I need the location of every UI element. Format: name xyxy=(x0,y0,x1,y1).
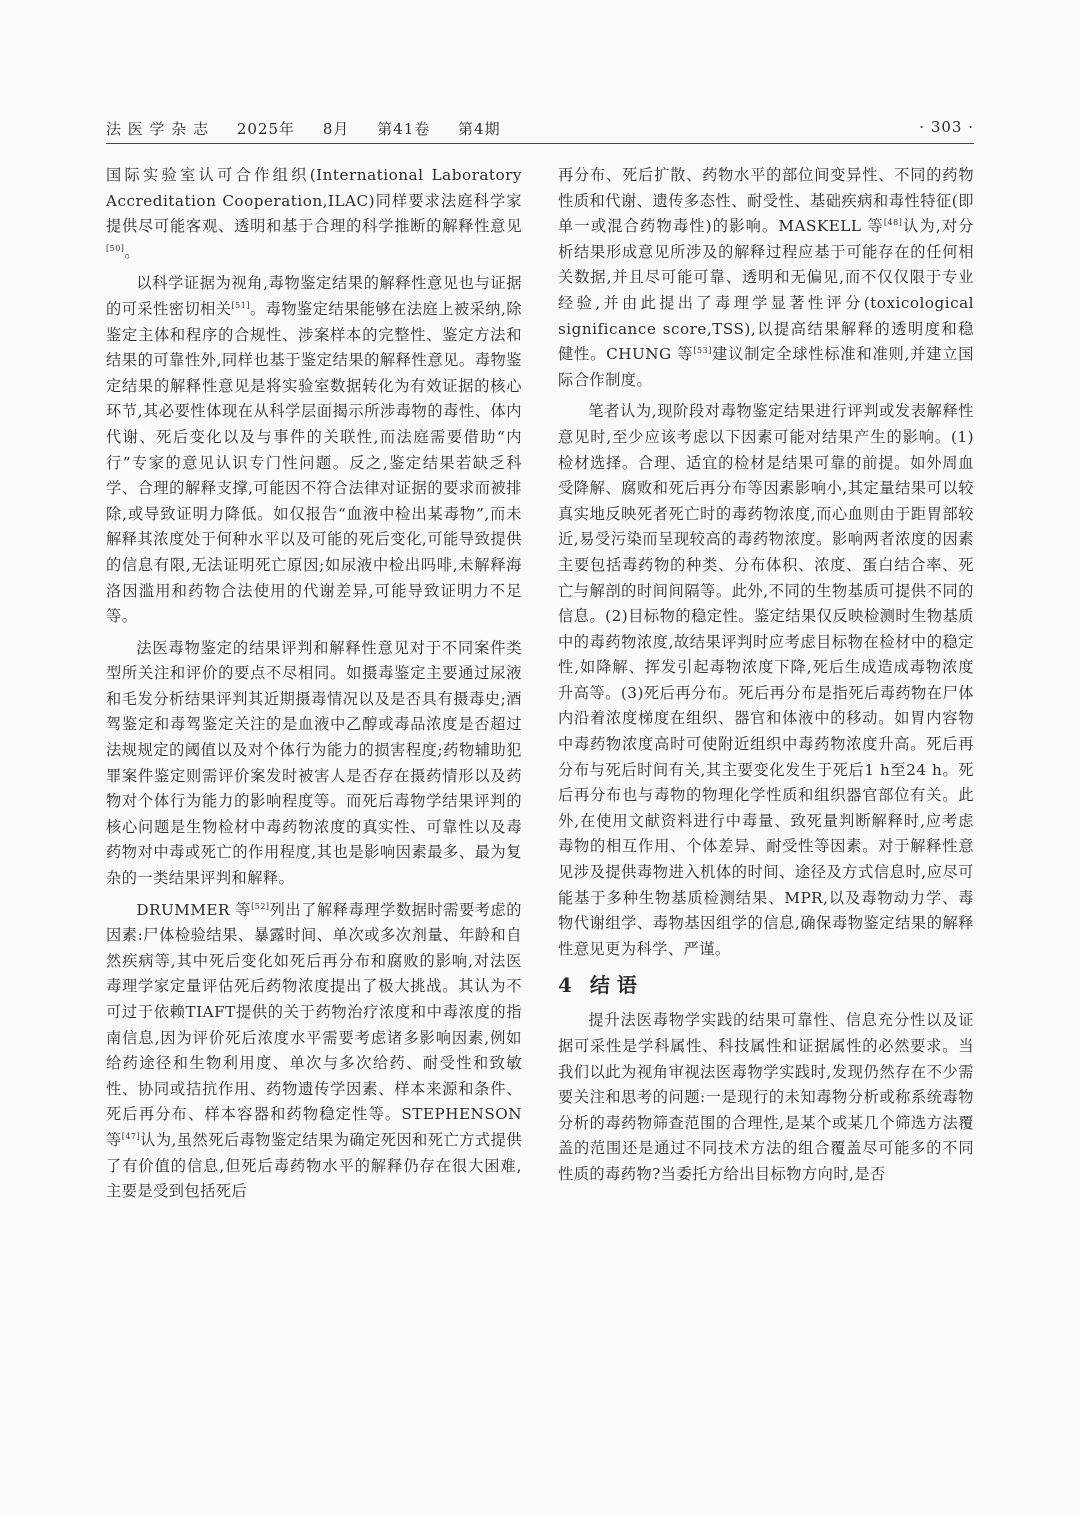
journal-volume: 第41卷 xyxy=(377,120,431,138)
section-number: 4 xyxy=(558,973,572,998)
paragraph: DRUMMER 等[52]列出了解释毒理学数据时需要考虑的因素:尸体检验结果、暴露时间、单次或多次剂量、年龄和自然疾病等,其中死后变化如死后再分布和腐败的影响,对法医毒理学家定量评估死后药物浓度提出了极大挑战。其认为不可过于依赖TIAFT提供的关于药物治疗浓度和中毒浓度的指南信息,因为评价死后浓度水平需要考虑诸多影响因素,例如给药途径和生物利用度、单次与多次给药、耐受性和致敏性、协同或拮抗作用、药物遗传学因素、样本来源和条件、死后再分布、样本容器和药物稳定性等。STEPHENSON 等[47]认为,虽然死后毒物鉴定结果为确定死因和死亡方式提供了有价值的信息,但死后毒药物水平的解释仍存在很大困难,主要是受到包括死后 xyxy=(106,900,523,1201)
section-heading xyxy=(558,968,974,1002)
citation: [47] xyxy=(121,1131,141,1141)
journal-month: 8月 xyxy=(322,120,350,138)
left-column xyxy=(106,163,522,1205)
section-title: 结 语 xyxy=(589,973,637,998)
citation: [52] xyxy=(251,901,270,911)
journal-issue: 第4期 xyxy=(458,120,501,138)
paragraph: 法医毒物鉴定的结果评判和解释性意见对于不同案件类型所关注和评价的要点不尽相同。如摄毒鉴定主要通过尿液和毛发分析结果评判其近期摄毒情况以及是否具有摄毒史;酒驾鉴定和毒驾鉴定关注的是血液中乙醇或毒品浓度是否超过法规规定的阈值以及对个体行为能力的损害程度;药物辅助犯罪案件鉴定则需评价案发时被害人是否存在摄药情形以及药物对个体行为能力的影响程度等。而死后毒物学结果评判的核心问题是生物检材中毒药物浓度的真实性、可靠性以及毒药物对中毒或死亡的作用程度,其也是影响因素最多、最为复杂的一类结果评判和解释。 xyxy=(106,638,522,888)
page-number: · 303 · xyxy=(919,118,974,136)
citation: [50] xyxy=(106,243,125,253)
journal-info xyxy=(106,118,523,139)
journal-title: 法 医 学 杂 志 xyxy=(106,120,210,138)
paragraph: 国际实验室认可合作组织(International Laboratory Accreditation Cooperation,ILAC)同样要求法庭科学家提供尽可能客观、透明和基于合理的科学推断的解释性意见[50]。 xyxy=(106,166,522,261)
citation: [53] xyxy=(693,346,712,356)
journal-year: 2025年 xyxy=(236,120,296,138)
header-rule xyxy=(106,143,974,144)
paragraph: 笔者认为,现阶段对毒物鉴定结果进行评判或发表解释性意见时,至少应该考虑以下因素可能对结果产生的影响。(1)检材选择。合理、适宜的检材是结果可靠的前提。如外周血受降解、腐败和死后再分布等因素影响小,其定量结果可以较真实地反映死者死亡时的毒药物浓度,而心血则由于距胃部较近,易受污染而呈现较高的毒药物浓度。影响两者浓度的因素主要包括毒药物的种类、分布体积、浓度、蛋白结合率、死亡与解剖的时间间隔等。此外,不同的生物基质可提供不同的信息。(2)目标物的稳定性。鉴定结果仅反映检测时生物基质中的毒药物浓度,故结果评判时应考虑目标物在检材中的稳定性,如降解、挥发引起毒物浓度下降,死后生成造成毒物浓度升高等。(3)死后再分布。死后再分布是指死后毒药物在尸体内沿着浓度梯度在组织、器官和体液中的移动。如胃内容物中毒药物浓度高时可使附近组织中毒药物浓度升高。死后再分布与死后时间有关,其主要变化发生于死后1 h至24 h。死后再分布也与毒物的物理化学性质和组织器官部位有关。此外,在使用文献资料进行中毒量、致死量判断解释时,应考虑毒物的相互作用、个体差异、耐受性等因素。对于解释性意见涉及提供毒物进入机体的时间、途径及方式信息时,应尽可能基于多种生物基质检测结果、MPR,以及毒物动力学、毒物代谢组学、毒物基因组学的信息,确保毒物鉴定结果的解释性意见更为科学、严谨。 xyxy=(558,402,974,958)
paragraph: 再分布、死后扩散、药物水平的部位间变异性、不同的药物性质和代谢、遗传多态性、耐受性、基础疾病和毒性特征(即单一或混合药物毒性)的影响。MASKELL 等[48]认为,对分析结果形成意见所涉及的解释过程应基于可能存在的任何相关数据,并且尽可能可靠、透明和无偏见,而不仅仅限于专业经验,并由此提出了毒理学显著性评分(toxicological significance score,TSS),以提高结果解释的透明度和稳健性。CHUNG 等[53]建议制定全球性标准和准则,并建立国际合作制度。 xyxy=(558,166,974,389)
paragraph: 以科学证据为视角,毒物鉴定结果的解释性意见也与证据的可采性密切相关[51]。毒物鉴定结果能够在法庭上被采纳,除鉴定主体和程序的合规性、涉案样本的完整性、鉴定方法和结果的可靠性外,同样也基于鉴定结果的解释性意见。毒物鉴定结果的解释性意见是将实验室数据转化为有效证据的核心环节,其必要性体现在从科学层面揭示所涉毒物的毒性、体内代谢、死后变化以及与事件的关联性,而法庭需要借助“内行”专家的意见认识专门性问题。反之,鉴定结果若缺乏科学、合理的解释支撑,可能因不符合法律对证据的要求而被排除,或导致证明力降低。如仅报告“血液中检出某毒物”,而未解释其浓度处于何种水平以及可能的死后变化,可能导致提供的信息有限,无法证明死亡原因;如尿液中检出吗啡,未解释海洛因滥用和药物合法使用的代谢差异,可能导致证明力不足等。 xyxy=(106,274,523,626)
citation: [51] xyxy=(231,300,250,310)
citation: [48] xyxy=(883,218,903,228)
right-column xyxy=(558,163,974,1188)
paragraph: 提升法医毒物学实践的结果可靠性、信息充分性以及证据可采性是学科属性、科技属性和证据属性的必然要求。当我们以此为视角审视法医毒物学实践时,发现仍然存在不少需要关注和思考的问题:一是现行的未知毒物分析或称系统毒物分析的毒药物筛查范围的合理性,是某个或某几个筛选方法覆盖的范围还是通过不同技术方法的组合覆盖尽可能多的不同性质的毒药物?当委托方给出目标物方向时,是否 xyxy=(558,1011,974,1183)
running-header xyxy=(106,118,974,142)
